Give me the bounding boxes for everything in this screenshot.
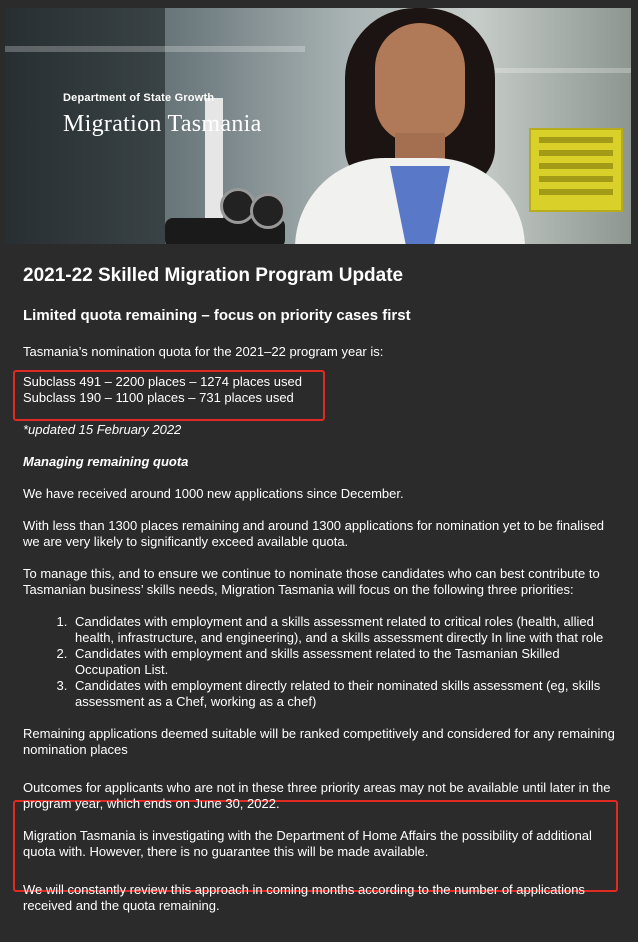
paragraph-investigating: Migration Tasmania is investigating with the Department of Home Affairs the possibility of additional quota with. However, there is no guarantee this will be made available.: [23, 828, 592, 859]
scientist-face: [375, 23, 465, 143]
paragraph-received: We have received around 1000 new applications since December.: [23, 486, 404, 501]
article-content: [23, 264, 618, 914]
paragraph-places-remaining: With less than 1300 places remaining and around 1300 applications for nomination yet to be finalised we are very likely to significantly exceed available quota.: [23, 518, 605, 549]
paragraph-manage: To manage this, and to ensure we continue to nominate those candidates who can best contribute to Tasmanian business’ skills needs, Migration Tasmania will focus on the following three priorities:: [23, 566, 600, 597]
lab-shelf: [5, 46, 305, 52]
quota-line-190: Subclass 190 – 1100 places – 731 places used: [23, 390, 294, 405]
priority-item: 3. Candidates with employment directly related to their nominated skills assessment (eg, skills assessment as a Chef, working as a chef): [71, 678, 618, 710]
priority-item: 1. Candidates with employment and a skills assessment related to critical roles (health, allied health, infrastructure, and engineering), and a skills assessment directly In line with that role: [71, 614, 618, 646]
intro-paragraph: Tasmania’s nomination quota for the 2021–22 program year is:: [23, 344, 384, 359]
yellow-lab-panel: [529, 128, 623, 212]
header-banner-image: [5, 8, 631, 244]
paragraph-remaining: Remaining applications deemed suitable will be ranked competitively and considered for any remaining nomination places: [23, 726, 615, 757]
priority-list: [23, 614, 618, 710]
managing-heading: Managing remaining quota: [23, 454, 189, 469]
page-title: 2021-22 Skilled Migration Program Update: [23, 265, 404, 286]
banner-title: Migration Tasmania: [63, 111, 262, 137]
lab-shelf: [485, 68, 631, 73]
page-subtitle: Limited quota remaining – focus on priority cases first: [23, 307, 411, 324]
paragraph-review: We will constantly review this approach in coming months according to the number of applications received and the quota remaining.: [23, 882, 585, 913]
quota-line-491: Subclass 491 – 2200 places – 1274 places used: [23, 374, 302, 389]
updated-note: *updated 15 February 2022: [23, 422, 182, 437]
priority-item: 2. Candidates with employment and skills assessment related to the Tasmanian Skilled Occupation List.: [71, 646, 618, 678]
paragraph-outcomes: Outcomes for applicants who are not in these three priority areas may not be available until later in the program year, which ends on June 30, 2022.: [23, 780, 611, 811]
department-name: Department of State Growth: [63, 92, 215, 104]
